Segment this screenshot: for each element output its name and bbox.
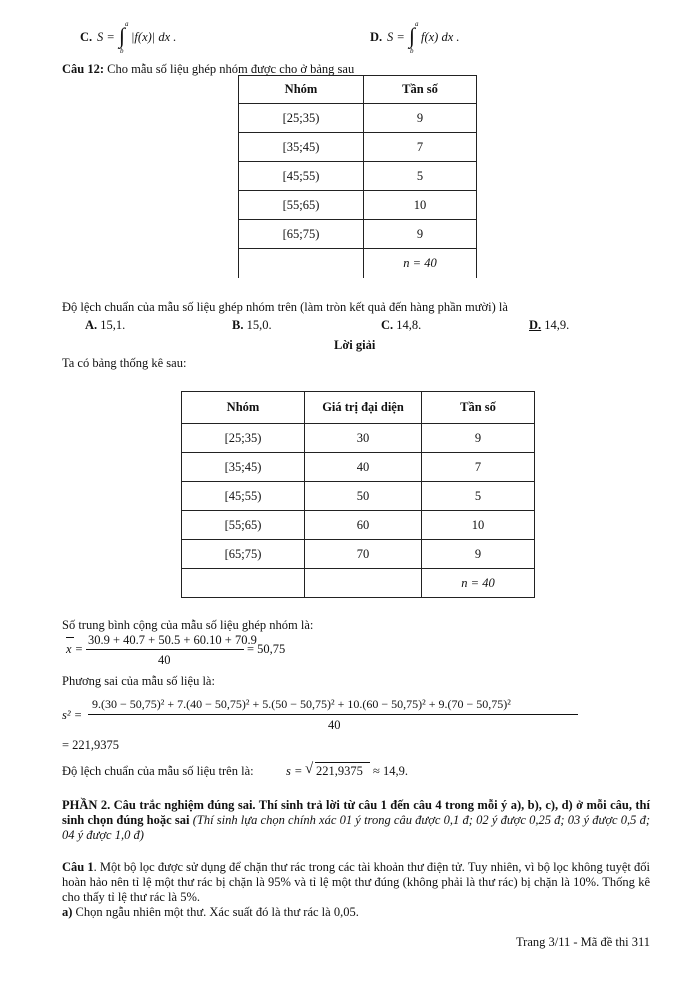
table-cell (239, 249, 364, 278)
variance-text: Phương sai của mẫu số liệu là: (62, 674, 215, 688)
table-cell: [65;75) (182, 540, 305, 569)
table-row (239, 133, 477, 162)
table-row (182, 453, 535, 482)
option-c-integrand: |f(x)| dx . (131, 30, 177, 44)
option-d-answer-label: D. (529, 318, 542, 332)
question-1-label: Câu 1 (62, 860, 94, 874)
mean-fraction-line (86, 649, 244, 650)
table-row (182, 511, 535, 540)
option-b-value: 15,0. (246, 318, 272, 332)
option-c-formula-lhs: S = (97, 30, 115, 44)
integral-lower-d: b (410, 47, 414, 55)
part-2-heading-text: PHẦN 2. Câu trắc nghiệm đúng sai. Thí sinh trả lời từ câu 1 đến câu 4 trong mỗi ý a), b), c), d) ở mỗi câu, thí sinh chọn đúng hoặc sai (62, 798, 650, 827)
table-cell: 9 (364, 220, 477, 249)
table-cell: [35;45) (182, 453, 305, 482)
table-cell: 50 (305, 482, 422, 511)
table-cell: 7 (422, 453, 535, 482)
table-cell (182, 569, 305, 598)
integral-lower-c: b (120, 47, 124, 55)
option-d-label: D. (370, 30, 383, 44)
option-a (85, 318, 125, 333)
option-b-label: B. (232, 318, 244, 332)
sd-text: Độ lệch chuẩn của mẫu số liệu trên là: (62, 764, 254, 778)
question-1-item-a-label: a) (62, 905, 73, 919)
option-a-value: 15,1. (100, 318, 126, 332)
option-a-label: A. (85, 318, 98, 332)
sd-radicand: 221,9375 (316, 764, 363, 778)
question-1-text: . Một bộ lọc được sử dụng để chặn thư rác trong các tài khoản thư điện tử. Tuy nhiên, vì bộ lọc không tuyệt đối hoàn hảo nên tỉ lệ một thư rác bị chặn là 95% và tỉ lệ một thư đúng (không phải là thư rác) bị chặn là 10%. Thống kê cho thấy tỉ lệ thư rác là 5%. (62, 860, 650, 904)
table-cell: 10 (422, 511, 535, 540)
integral-sign-d: ∫ (409, 23, 416, 48)
table-cell: [45;55) (182, 482, 305, 511)
table-cell: [55;65) (182, 511, 305, 540)
mean-result: = 50,75 (247, 642, 286, 656)
table-cell: 70 (305, 540, 422, 569)
option-c-answer-value: 14,8. (396, 318, 422, 332)
sd-result: ≈ 14,9. (373, 764, 408, 778)
table-cell: 5 (364, 162, 477, 191)
mean-bar (66, 637, 74, 638)
solution-title: Lời giải (334, 338, 376, 352)
table-row (182, 540, 535, 569)
table-cell: [25;35) (182, 424, 305, 453)
table-cell (305, 569, 422, 598)
table-row (182, 424, 535, 453)
option-c-label: C. (80, 30, 93, 44)
table-row (239, 104, 477, 133)
option-c-answer-label: C. (381, 318, 394, 332)
table-cell: 5 (422, 482, 535, 511)
question-12-label: Câu 12: (62, 62, 105, 76)
mean-denominator: 40 (158, 653, 171, 667)
table-cell: n = 40 (364, 249, 477, 278)
solution-intro: Ta có bảng thống kê sau: (62, 356, 187, 370)
integral-upper-d: a (415, 20, 419, 28)
question-12-prompt: Độ lệch chuẩn của mẫu số liệu ghép nhóm trên (làm tròn kết quả đến hàng phần mười) là (62, 300, 508, 314)
page-footer: Trang 3/11 - Mã đề thi 311 (515, 935, 650, 949)
mean-numerator: 30.9 + 40.7 + 50.5 + 60.10 + 70.9 (88, 633, 257, 647)
option-d-integrand: f(x) dx . (421, 30, 460, 44)
part-2-heading (62, 798, 650, 843)
table-cell: 40 (305, 453, 422, 482)
variance-lhs: s² = (62, 708, 83, 722)
part-2-note: (Thí sinh lựa chọn chính xác 01 ý trong câu được 0,1 đ; 02 ý được 0,25 đ; 03 ý được 0,5 đ; 04 ý được 1,0 đ) (62, 813, 651, 842)
integral-sign-c: ∫ (119, 23, 126, 48)
option-b (232, 318, 272, 333)
integral-upper-c: a (125, 20, 129, 28)
table-cell: 7 (364, 133, 477, 162)
option-c (381, 318, 421, 333)
table-header: Giá trị đại diện (305, 392, 422, 424)
table-cell: 30 (305, 424, 422, 453)
variance-fraction-line (88, 714, 578, 715)
variance-denominator: 40 (328, 718, 341, 732)
table-cell: 9 (422, 540, 535, 569)
variance-numerator: 9.(30 − 50,75)² + 7.(40 − 50,75)² + 5.(50 − 50,75)² + 10.(60 − 50,75)² + 9.(70 − 50,75)² (92, 697, 511, 711)
table-header: Nhóm (182, 392, 305, 424)
table-row (182, 482, 535, 511)
table-cell: [65;75) (239, 220, 364, 249)
sd-formula-lhs: s = (286, 764, 303, 778)
question-1 (62, 860, 650, 920)
option-d (529, 318, 569, 333)
table-cell: [25;35) (239, 104, 364, 133)
table-cell: [35;45) (239, 133, 364, 162)
table-cell: [45;55) (239, 162, 364, 191)
option-d-answer-value: 14,9. (544, 318, 570, 332)
question-1-item-a-text: Chọn ngẫu nhiên một thư. Xác suất đó là thư rác là 0,05. (75, 905, 359, 919)
table-header: Tần số (364, 76, 477, 104)
table-row (239, 220, 477, 249)
table-cell: 9 (364, 104, 477, 133)
mean-lhs: x = (66, 642, 84, 656)
solution-table (181, 391, 535, 598)
table-row (239, 249, 477, 278)
option-d-formula-lhs: S = (387, 30, 405, 44)
table-row (239, 191, 477, 220)
table-cell: 10 (364, 191, 477, 220)
mean-text: Số trung bình cộng của mẫu số liệu ghép nhóm là: (62, 618, 314, 632)
table-header: Nhóm (239, 76, 364, 104)
question-12-text: Cho mẫu số liệu ghép nhóm được cho ở bảng sau (107, 62, 355, 76)
question-12-table (238, 75, 477, 278)
sqrt-sign: √ (305, 761, 314, 777)
variance-result: = 221,9375 (62, 738, 120, 752)
table-cell: [55;65) (239, 191, 364, 220)
table-cell: 9 (422, 424, 535, 453)
table-row (239, 162, 477, 191)
sqrt-bar (315, 762, 370, 763)
table-row (182, 569, 535, 598)
table-header: Tần số (422, 392, 535, 424)
table-cell: 60 (305, 511, 422, 540)
table-cell: n = 40 (422, 569, 535, 598)
